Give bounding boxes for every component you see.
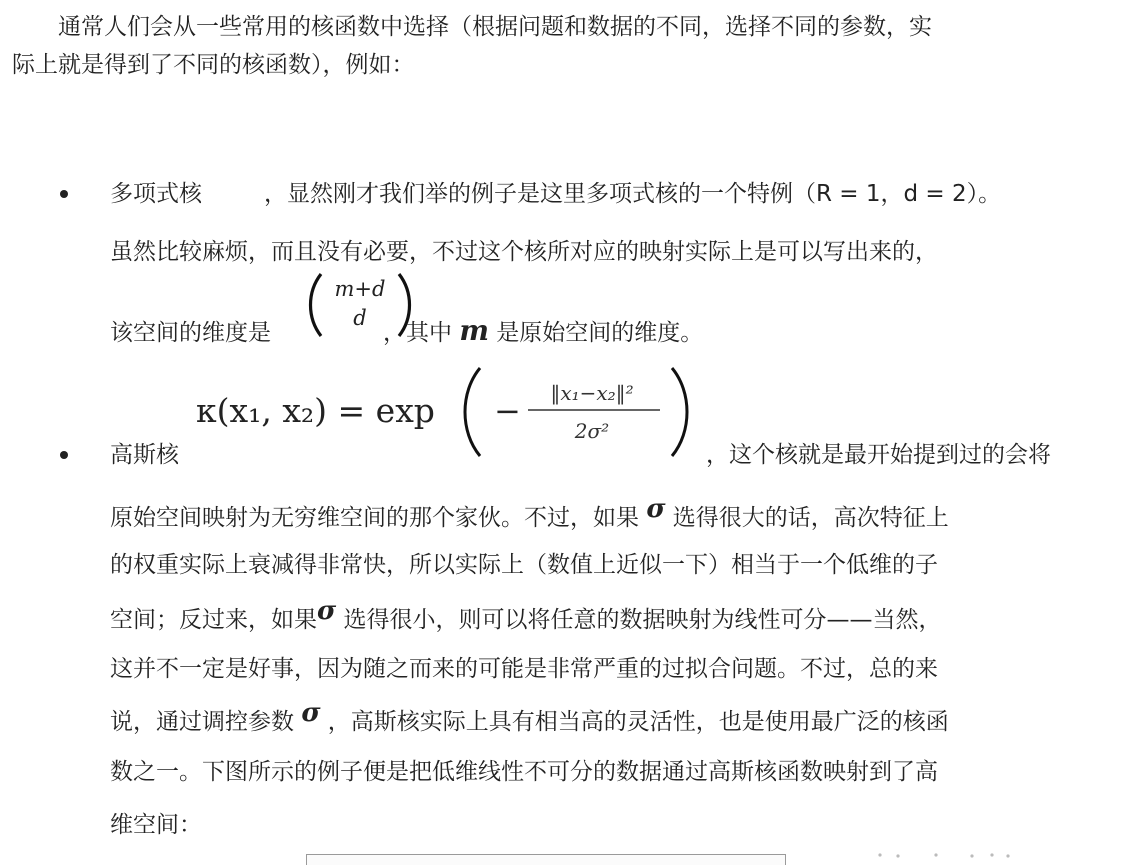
gaussian-line-4 (110, 596, 942, 635)
intro-line-2: 际上就是得到了不同的核函数），例如： (12, 52, 415, 78)
gaussian-line-3: 的权重实际上衰减得非常快，所以实际上（数值上近似一下）相当于一个低维的子 (110, 552, 938, 578)
gaussian-line-7: 数之一。下图所示的例子便是把低维线性不可分的数据通过高斯核函数映射到了高 (110, 759, 938, 785)
math-var-m: m (459, 314, 489, 347)
intro-paragraph (12, 8, 1122, 84)
polynomial-line-3-mid: ，其中 (383, 320, 452, 346)
sigma-symbol: σ (646, 494, 666, 524)
polynomial-line-3-pre: 该空间的维度是 (110, 320, 271, 346)
polynomial-line-1-text: ，显然刚才我们举的例子是这里多项式核的一个特例（R = 1，d = 2）。 (264, 181, 1002, 207)
gaussian-kernel-name: 高斯核 (110, 442, 179, 468)
gaussian-line-6-pre: 说，通过调控参数 (110, 709, 294, 735)
gaussian-line-2-pre: 原始空间映射为无穷维空间的那个家伙。不过，如果 (110, 505, 639, 531)
bullet-dot-gaussian (60, 451, 68, 459)
gaussian-line-6 (110, 698, 949, 737)
gaussian-formula (192, 360, 702, 460)
gauss-denominator: 2σ² (574, 419, 610, 443)
sigma-symbol: σ (301, 698, 321, 728)
gaussian-line-4-pre: 空间；反过来，如果 (110, 607, 317, 633)
gaussian-line-6-post: ，高斯核实际上具有相当高的灵活性，也是使用最广泛的核函 (327, 709, 949, 735)
polynomial-kernel-name: 多项式核 (110, 181, 202, 207)
figure-partial-dots (876, 851, 1016, 859)
gauss-numerator: ‖x₁−x₂‖² (550, 381, 634, 405)
gauss-formula-lhs: κ(x₁, x₂) = exp (196, 391, 435, 430)
intro-line-1: 通常人们会从一些常用的核函数中选择（根据问题和数据的不同，选择不同的参数，实 (58, 14, 932, 40)
gaussian-line-1-text: ，这个核就是最开始提到过的会将 (706, 442, 1051, 468)
binom-top: m+d (334, 277, 386, 301)
gauss-minus: − (494, 392, 521, 430)
binomial-formula (305, 270, 415, 340)
gaussian-line-4-post: 选得很小，则可以将任意的数据映射为线性可分——当然， (343, 607, 942, 633)
sigma-symbol: σ (317, 596, 337, 626)
gaussian-line-2-post: 选得很大的话，高次特征上 (672, 505, 949, 531)
polynomial-line-3-post: 是原始空间的维度。 (496, 320, 704, 346)
gaussian-line-5: 这并不一定是好事，因为随之而来的可能是非常严重的过拟合问题。不过，总的来 (110, 656, 938, 682)
bullet-dot-polynomial (60, 190, 68, 198)
gaussian-line-8: 维空间： (110, 812, 202, 838)
binom-bottom: d (353, 306, 367, 330)
polynomial-line-1 (110, 179, 1001, 209)
polynomial-line-2: 虽然比较麻烦，而且没有必要，不过这个核所对应的映射实际上是可以写出来的， (110, 239, 938, 265)
gaussian-line-2 (110, 494, 949, 533)
